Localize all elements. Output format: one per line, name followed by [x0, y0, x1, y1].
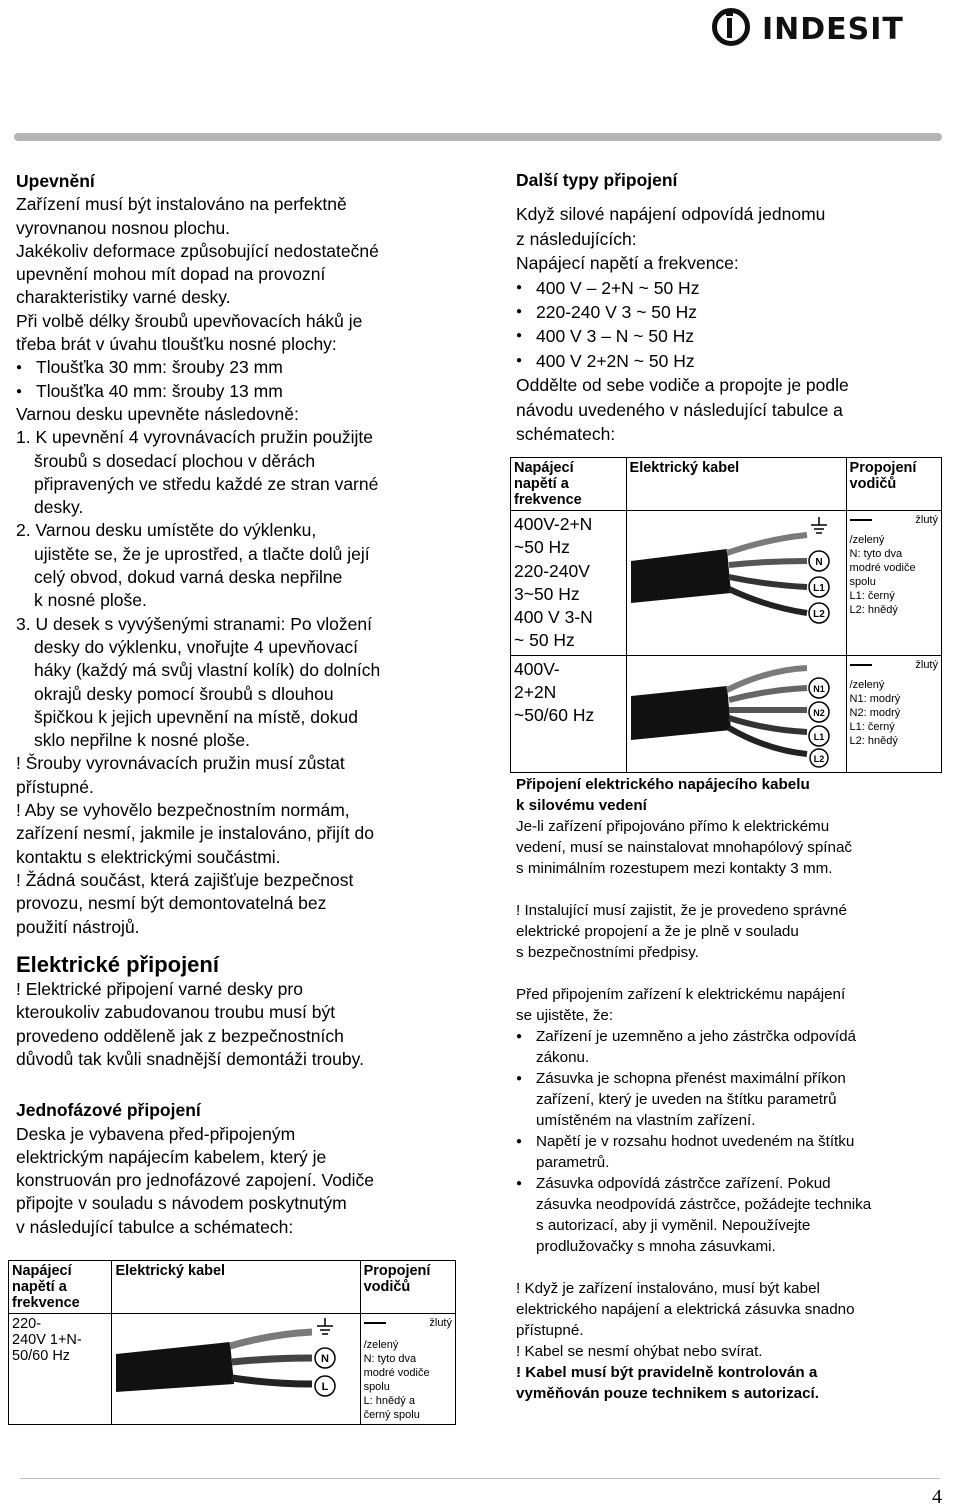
- connection-legend: žlutý /zelený N1: modrý N2: modrý L1: černý L2: hnědý: [846, 655, 941, 772]
- text-line: Napájecí napětí a frekvence:: [516, 253, 739, 274]
- step-line: 1. K upevnění 4 vyrovnávacích pružin použijte: [16, 427, 374, 448]
- header-cable: Elektrický kabel: [626, 458, 846, 511]
- single-phase-cable-svg: [112, 1314, 352, 1414]
- step-line: 3. U desek s vyvýšenými stranami: Po vložení: [16, 613, 372, 634]
- warning-line: ! Když je zařízení instalováno, musí být kabel: [516, 1280, 820, 1297]
- warning-line: ! Kabel se nesmí ohýbat nebo svírat.: [516, 1343, 763, 1360]
- text-line: připojte v souladu s návodem poskytnutým: [16, 1193, 347, 1214]
- two-phase-cable-svg: [627, 656, 839, 768]
- bullet-item: ● 400 V 3 – N ~ 50 Hz: [516, 324, 946, 348]
- three-phase-cable-svg: [627, 511, 839, 629]
- header-connection: Propojení vodičů: [846, 458, 941, 511]
- text-line: s minimálním rozestupem mezi kontakty 3 mm.: [516, 860, 833, 877]
- cable-diagram: [626, 511, 846, 656]
- text-line: vyrovnanou nosnou plochu.: [16, 217, 231, 238]
- bullet-item: ● 220-240 V 3 ~ 50 Hz: [516, 300, 946, 324]
- step-line: ujistěte se, že je uprostřed, a tlačte dolů její: [34, 543, 370, 564]
- step-line: 2. Varnou desku umístěte do výklenku,: [16, 520, 317, 541]
- text-line: Když silové napájení odpovídá jednomu: [516, 204, 826, 225]
- header-connection: Propojení vodičů: [360, 1261, 455, 1314]
- label-l: L: [322, 1381, 329, 1393]
- logo-dot: [726, 10, 733, 16]
- indesit-logo: [710, 6, 940, 56]
- warning-line: ! Kabel musí být pravidelně kontrolován a: [516, 1364, 818, 1381]
- text-line: Jakékoliv deformace způsobující nedostatečné: [16, 240, 379, 261]
- brand-name: INDESIT: [762, 12, 904, 47]
- warning-line: ! Žádná součást, která zajišťuje bezpečnost: [16, 869, 354, 890]
- cable-diagram: [112, 1314, 360, 1425]
- right-column: [516, 168, 946, 446]
- text-line: charakteristiky varné desky.: [16, 287, 231, 308]
- text-line: vedení, musí se nainstalovat mnohapólový spínač: [516, 839, 853, 856]
- cable-diagram: [626, 655, 846, 772]
- bullet-item: ● Zásuvka je schopna přenést maximální příkon zařízení, který je uveden na štítku parametrů umístěném na vlastním zařízení.: [516, 1068, 946, 1131]
- bullet-item: ● Zařízení je uzemněno a jeho zástrčka odpovídá zákonu.: [516, 1026, 946, 1068]
- ground-small-icon: [364, 1322, 386, 1334]
- text-line: se ujistěte, že:: [516, 1007, 614, 1024]
- bullet-item: ● Tloušťka 40 mm: šrouby 13 mm: [16, 380, 486, 403]
- upevneni-title: Upevnění: [16, 171, 95, 191]
- label-n2: N2: [812, 707, 825, 718]
- logo-i: [727, 18, 732, 38]
- ground-small-icon: [850, 519, 872, 529]
- text-line: Deska je vybavena před-připojeným: [16, 1123, 296, 1144]
- label-n1: N1: [812, 683, 825, 694]
- label-l1: L1: [813, 731, 824, 742]
- pripojeni-title: Připojení elektrického napájecího kabelu: [516, 776, 810, 793]
- label-l2: L2: [813, 753, 824, 764]
- step-line: připravených ve středu každé ze stran varné: [34, 473, 379, 494]
- bullet-item: ● Tloušťka 30 mm: šrouby 23 mm: [16, 356, 486, 379]
- step-line: šroubů s dosedací plochou v děrách: [34, 450, 316, 471]
- warning-line: ! Aby se vyhovělo bezpečnostním normám,: [16, 800, 350, 821]
- elektricke-title: Elektrické připojení: [16, 951, 219, 977]
- warning-line: zařízení nesmí, jakmile je instalováno, přijít do: [16, 823, 374, 844]
- warning-line: provozu, nesmí být demontovatelná bez: [16, 893, 327, 914]
- text-line: s bezpečnostními předpisy.: [516, 944, 699, 961]
- label-n: N: [814, 557, 823, 568]
- label-l2: L2: [812, 609, 825, 620]
- voltage-cell: 220- 240V 1+N- 50/60 Hz: [9, 1314, 112, 1425]
- step-line: k nosné ploše.: [34, 590, 147, 611]
- text-line: elektrickým napájecím kabelem, který je: [16, 1146, 327, 1167]
- connection-legend: žlutý /zelený N: tyto dva modré vodiče spolu L1: černý L2: hnědý: [846, 511, 941, 656]
- voltage-cell: 400V- 2+2N ~50/60 Hz: [511, 655, 627, 772]
- text-line: ! Elektrické připojení varné desky pro: [16, 979, 303, 1000]
- text-line: Varnou desku upevněte následovně:: [16, 403, 299, 424]
- footer-rule: [20, 1478, 940, 1479]
- text-line: návodu uvedeného v následující tabulce a: [516, 399, 843, 420]
- header-cable: Elektrický kabel: [112, 1261, 360, 1314]
- text-line: schématech:: [516, 424, 616, 445]
- text-line: upevnění mohou mít dopad na provozní: [16, 264, 326, 285]
- step-line: celý obvod, dokud varná deska nepřilne: [34, 567, 343, 588]
- connection-legend: žlutý /zelený N: tyto dva modré vodiče spolu L: hnědý a černý spolu: [360, 1314, 455, 1425]
- text-line: Zařízení musí být instalováno na perfektně: [16, 194, 347, 215]
- bullet-item: ● Zásuvka odpovídá zástrčce zařízení. Pokud zásuvka neodpovídá zástrčce, požádejte technika s autorizací, aby ji vyměnil. Nepoužívejte prodlužovačky s mnoha zásuvkami.: [516, 1173, 946, 1257]
- ground-icon: [811, 517, 827, 533]
- voltage-cell: 400V-2+N ~50 Hz 220-240V 3~50 Hz 400 V 3-N ~ 50 Hz: [511, 511, 627, 656]
- jednofazove-title: Jednofázové připojení: [16, 1100, 201, 1121]
- ground-icon: [317, 1318, 333, 1334]
- header-voltage: Napájecí napětí a frekvence: [9, 1261, 112, 1314]
- bullet-item: ● 400 V 2+2N ~ 50 Hz: [516, 349, 946, 373]
- page-number: 4: [932, 1486, 942, 1508]
- warning-line: kontaktu s elektrickými součástmi.: [16, 846, 281, 867]
- pripojeni-title: k silovému vedení: [516, 797, 647, 814]
- multi-phase-table: [510, 457, 942, 773]
- warning-line: vyměňován pouze technikem s autorizací.: [516, 1385, 820, 1402]
- text-line: Při volbě délky šroubů upevňovacích háků je: [16, 310, 363, 331]
- label-l1: L1: [812, 583, 825, 594]
- single-phase-table: [8, 1260, 456, 1425]
- text-line: Je-li zařízení připojováno přímo k elektrickému: [516, 818, 830, 835]
- step-line: okrajů desky pomocí šroubů s dlouhou: [34, 683, 334, 704]
- text-line: Před připojením zařízení k elektrickému napájení: [516, 986, 846, 1003]
- text-line: elektrické propojení a že je plně v souladu: [516, 923, 799, 940]
- warning-line: přístupné.: [16, 776, 94, 797]
- warning-line: ! Šrouby vyrovnávacích pružin musí zůstat: [16, 753, 345, 774]
- warning-line: přístupné.: [516, 1322, 584, 1339]
- text-line: Oddělte od sebe vodiče a propojte je podle: [516, 375, 849, 396]
- text-line: konstruován pro jednofázové zapojení. Vodiče: [16, 1170, 375, 1191]
- bullet-item: ● 400 V – 2+N ~ 50 Hz: [516, 276, 946, 300]
- text-line: z následujících:: [516, 228, 637, 249]
- header-voltage: Napájecí napětí a frekvence: [511, 458, 627, 511]
- text-line: kteroukoliv zabudovanou troubu musí být: [16, 1002, 336, 1023]
- text-line: provedeno odděleně jak z bezpečnostních: [16, 1025, 344, 1046]
- text-line: v následující tabulce a schématech:: [16, 1216, 294, 1237]
- warning-line: elektrického napájení a elektrická zásuvka snadno: [516, 1301, 855, 1318]
- left-column: [16, 170, 486, 1239]
- header-rule: [14, 133, 942, 141]
- label-n: N: [321, 1353, 330, 1365]
- text-line: třeba brát v úvahu tloušťku nosné plochy:: [16, 334, 337, 355]
- step-line: špičkou k jejich upevnění na místě, dokud: [34, 706, 358, 727]
- text-line: důvodů tak kvůli snadnější demontáži trouby.: [16, 1048, 364, 1069]
- step-line: desky.: [34, 497, 84, 518]
- step-line: desky do výklenku, vnořujte 4 upevňovací: [34, 636, 358, 657]
- text-line: ! Instalující musí zajistit, že je provedeno správné: [516, 902, 847, 919]
- right-column-lower: [516, 774, 946, 1404]
- warning-line: použití nástrojů.: [16, 916, 140, 937]
- dalsi-title: Další typy připojení: [516, 170, 678, 190]
- bullet-item: ● Napětí je v rozsahu hodnot uvedeném na štítku parametrů.: [516, 1131, 946, 1173]
- ground-small-icon: [850, 664, 872, 674]
- step-line: sklo nepřilne k nosné ploše.: [34, 730, 250, 751]
- step-line: háky (každý má svůj vlastní kolík) do dolních: [34, 660, 381, 681]
